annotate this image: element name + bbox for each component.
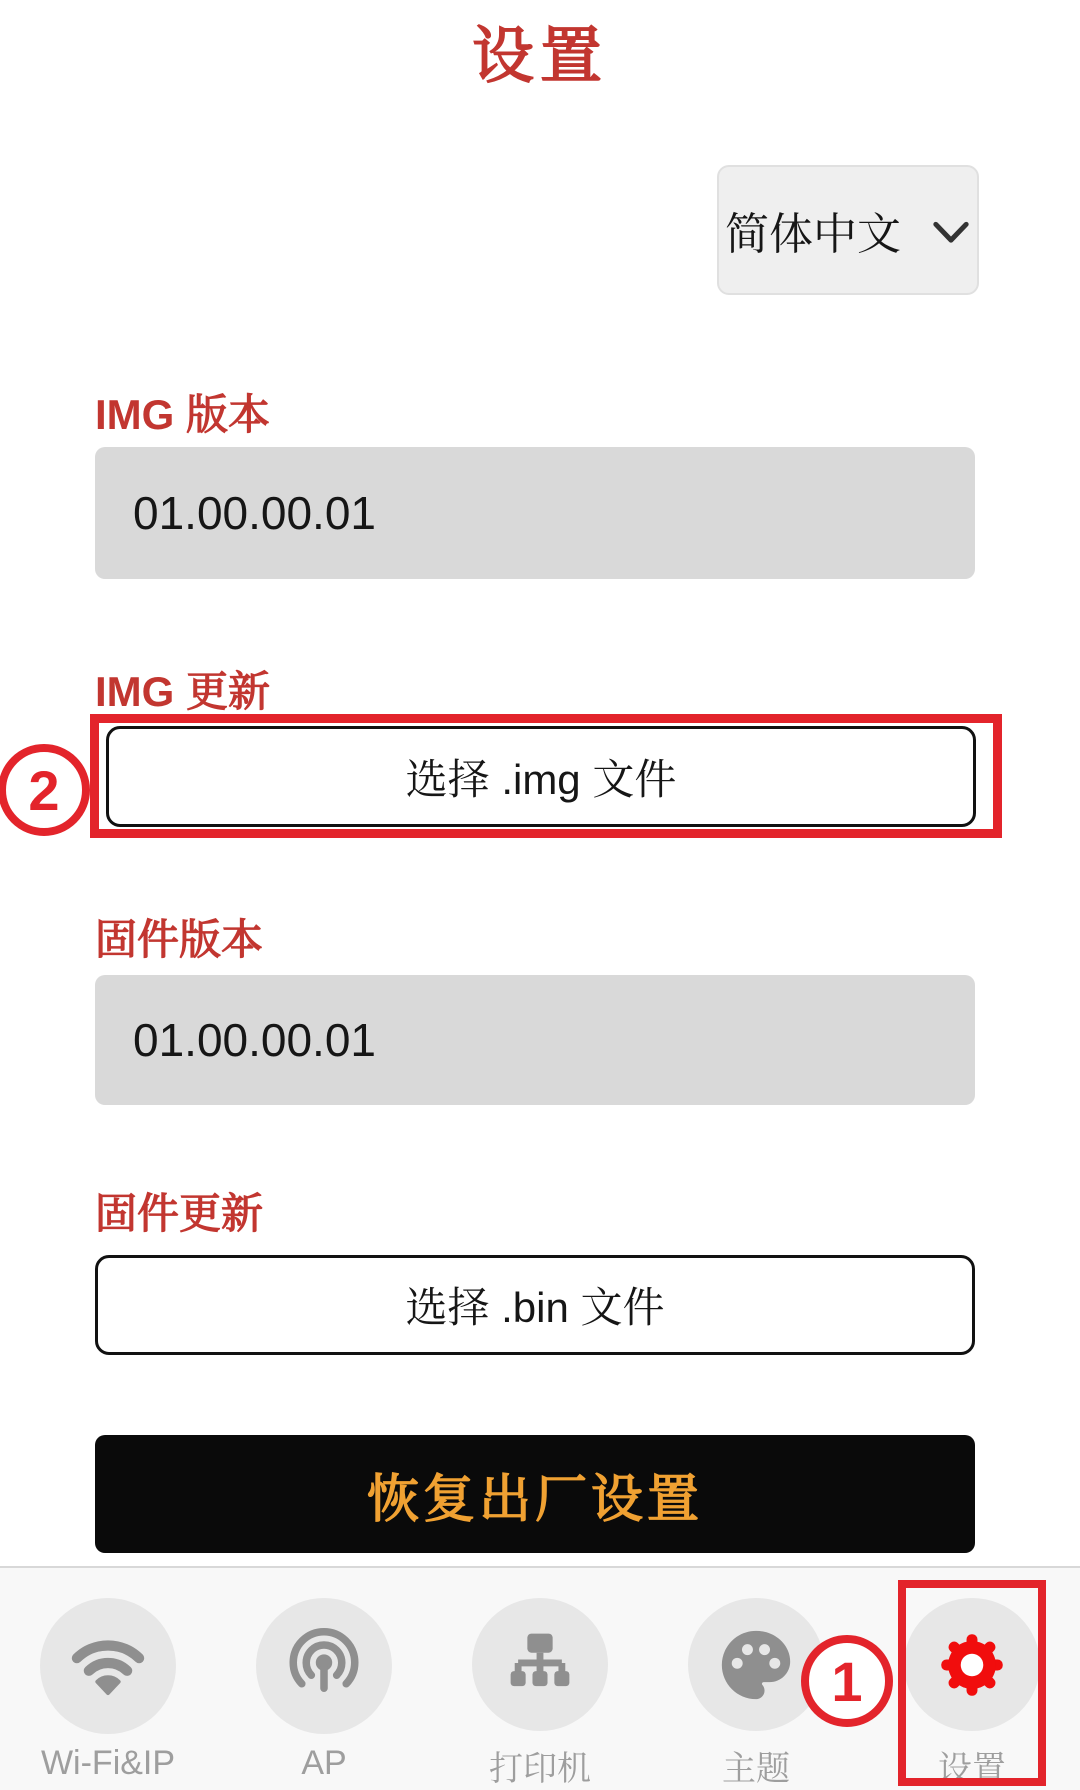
factory-reset-button[interactable]: 恢复出厂设置 (95, 1435, 975, 1553)
antenna-broadcast-icon (256, 1598, 392, 1734)
annotation-step-2-badge: 2 (0, 744, 90, 836)
nav-item-label: AP (301, 1744, 347, 1782)
img-version-field: 01.00.00.01 (95, 447, 975, 579)
sitemap-icon (472, 1598, 608, 1731)
firmware-version-field: 01.00.00.01 (95, 975, 975, 1105)
language-select-value: 简体中文 (725, 210, 901, 259)
nav-item-label: Wi-Fi&IP (40, 1744, 176, 1782)
chevron-down-icon (931, 220, 971, 246)
nav-item-wifi-ip[interactable] (0, 1568, 216, 1790)
img-update-label: IMG 更新 (95, 668, 270, 715)
annotation-step-1-badge: 1 (801, 1635, 893, 1727)
firmware-update-label: 固件更新 (95, 1190, 264, 1237)
img-version-label: IMG 版本 (95, 391, 270, 438)
language-select[interactable] (717, 165, 979, 295)
nav-item-label: 打印机 (489, 1750, 591, 1788)
page-title: 设置 (471, 22, 608, 91)
bottom-nav (0, 1566, 1080, 1790)
nav-item-settings[interactable] (864, 1568, 1080, 1790)
select-img-file-button[interactable]: 选择 .img 文件 (106, 726, 976, 827)
select-bin-file-button[interactable]: 选择 .bin 文件 (95, 1255, 975, 1355)
wifi-icon (40, 1598, 176, 1734)
nav-item-label: 设置 (938, 1750, 1006, 1788)
nav-item-printer[interactable] (432, 1568, 648, 1790)
firmware-version-label: 固件版本 (95, 916, 264, 963)
gear-icon (904, 1598, 1040, 1731)
nav-item-ap[interactable] (216, 1568, 432, 1790)
nav-item-label: 主题 (722, 1750, 790, 1788)
